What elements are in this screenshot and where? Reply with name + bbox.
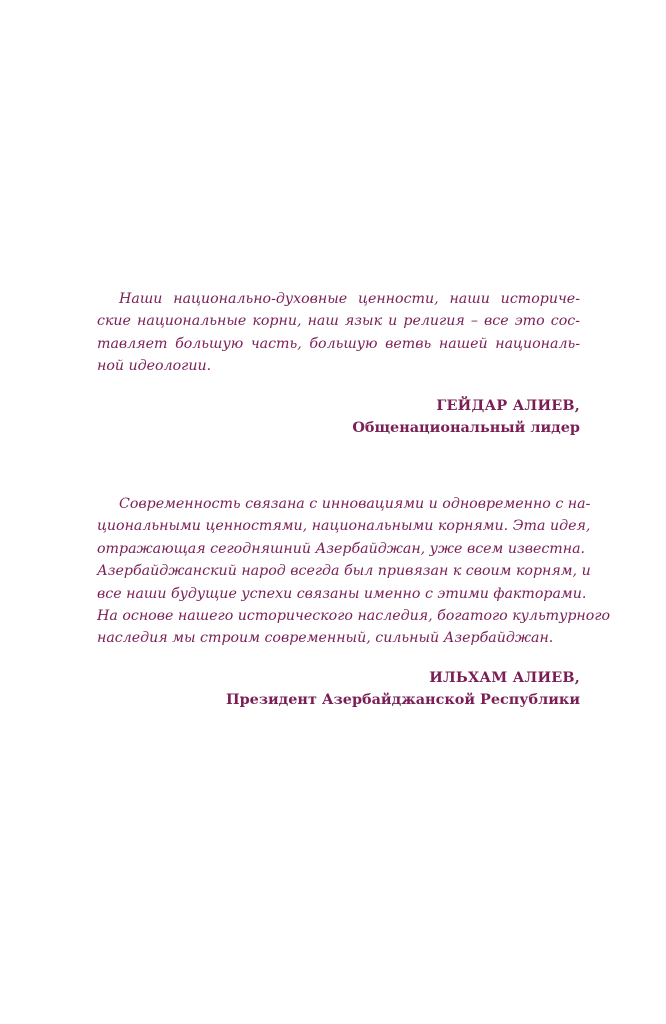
quote-line: Наши национально-духовные ценности, наши историче- (119, 291, 580, 307)
quote-line: отражающая сегодняшний Азербайджан, уже всем известна. (97, 540, 586, 557)
quote-line: все наши будущие успехи связаны именно с этими факторами. (97, 585, 587, 602)
quote-attribution (97, 667, 580, 711)
quote-ilham-aliyev (97, 493, 611, 711)
quote-attribution (97, 395, 580, 439)
quote-line: тавляет большую часть, большую ветвь нашей националь- (97, 335, 580, 352)
quote-text (97, 288, 580, 378)
author-role: Президент Азербайджанской Республики (226, 690, 580, 708)
author-role: Общенациональный лидер (352, 418, 580, 436)
quote-line: ские национальные корни, наш язык и религия – все это сос- (97, 313, 580, 330)
author-name: ГЕЙДАР АЛИЕВ, (436, 396, 580, 414)
quote-line: На основе нашего исторического наследия, богатого культурного (97, 608, 611, 625)
quote-line: Современность связана с инновациями и одновременно с на- (119, 496, 591, 512)
quote-text (97, 493, 611, 650)
quote-line: циональными ценностями, национальными корнями. Эта идея, (97, 518, 591, 535)
quote-line: наследия мы строим современный, сильный Азербайджан. (97, 630, 554, 647)
quote-heydar-aliyev (97, 288, 580, 439)
quote-line: ной идеологии. (97, 358, 212, 375)
author-name: ИЛЬХАМ АЛИЕВ, (429, 668, 580, 686)
quote-line: Азербайджанский народ всегда был привязан к своим корням, и (97, 563, 591, 580)
